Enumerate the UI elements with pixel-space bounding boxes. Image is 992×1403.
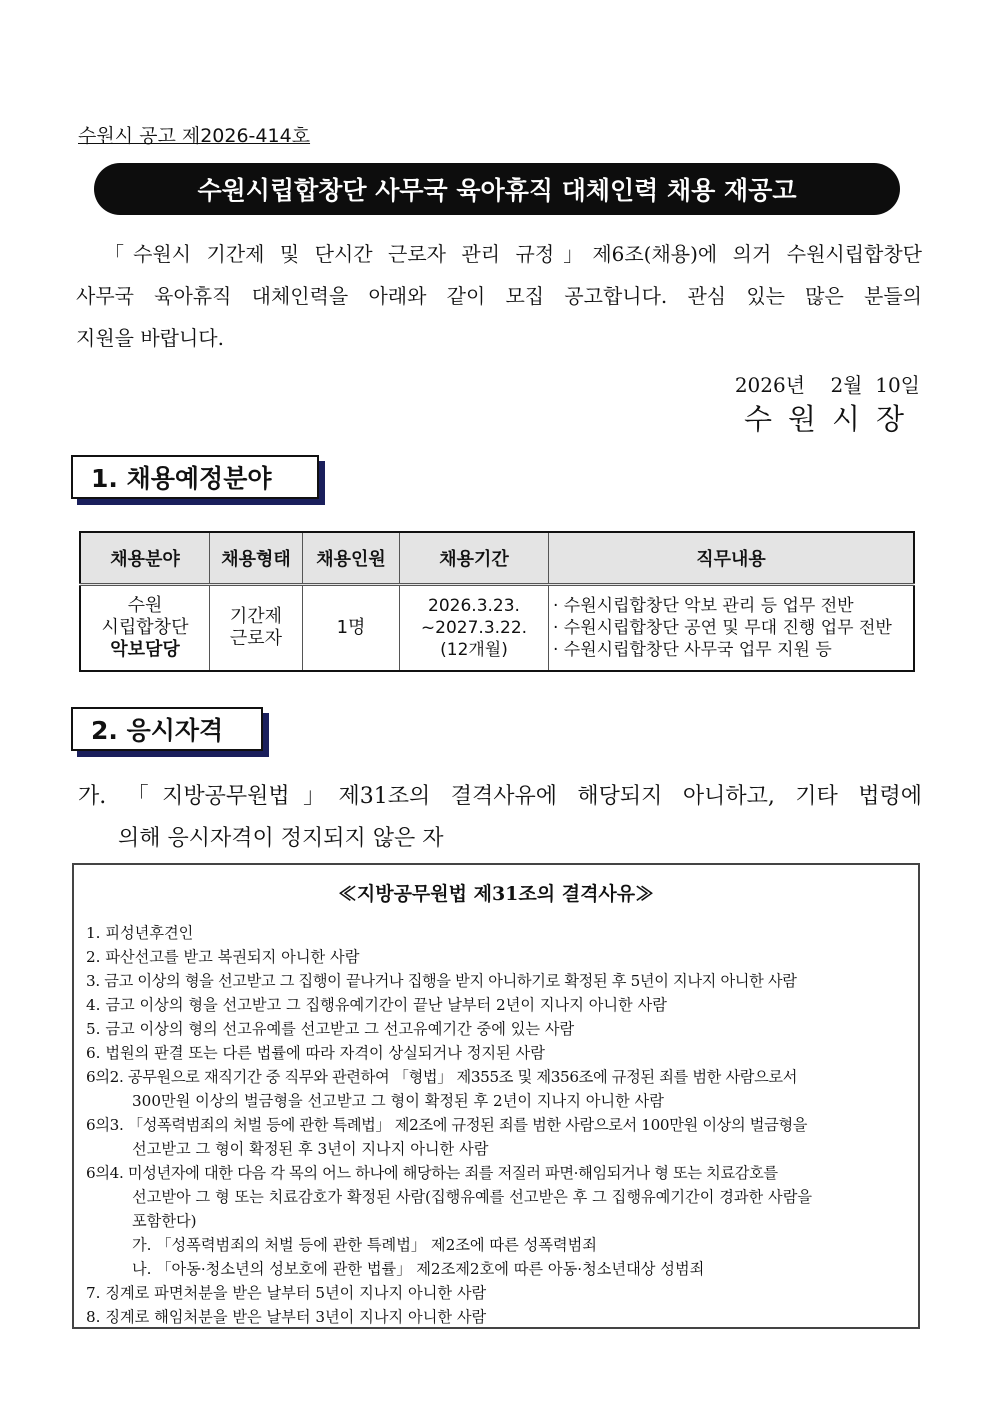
notice-number: 수원시 공고 제2026-414호 (78, 125, 311, 147)
period-line: (12개월) (440, 640, 508, 660)
duty-item: · 수원시립합창단 악보 관리 등 업무 전반 (553, 596, 854, 616)
list-item: 3. 금고 이상의 형을 선고받고 그 집행이 끝나거나 집행을 받지 아니하기로 확정된 후 5년이 지나지 아니한 사람 (86, 972, 797, 990)
disqualification-heading: ≪지방공무원법 제31조의 결격사유≫ (337, 883, 655, 905)
type-line: 기간제 (229, 606, 283, 627)
section-heading-qualification: 2. 응시자격 (71, 707, 263, 751)
qualification-item (78, 776, 922, 860)
issuer-name: 수원시장 (743, 402, 920, 436)
list-subitem (86, 1257, 914, 1281)
list-item-continuation: 선고받아 그 형 또는 치료감호가 확정된 사람(집행유예를 선고받은 후 그 집행유예기간이 경과한 사람을 (132, 1188, 813, 1206)
table-header-cell: 채용기간 (400, 532, 549, 585)
count-cell: 1명 (303, 585, 400, 672)
table-header-cell: 채용인원 (303, 532, 400, 585)
section-heading-recruitment: 1. 채용예정분야 (71, 455, 319, 499)
list-item: 5. 금고 이상의 형의 선고유예를 선고받고 그 선고유예기간 중에 있는 사람 (86, 1020, 575, 1038)
list-item-continuation: 선고받고 그 형이 확정된 후 3년이 지나지 아니한 사람 (132, 1140, 489, 1158)
intro-paragraph (76, 233, 922, 359)
list-item-text: 6의4. 미성년자에 대한 다음 각 목의 어느 하나에 해당하는 죄를 저질러 파면·해임되거나 형 또는 치료감호를 (86, 1164, 778, 1182)
disqualification-list (74, 921, 918, 1329)
duty-item: · 수원시립합창단 공연 및 무대 진행 업무 전반 (553, 618, 892, 638)
table-header-cell: 채용분야 (80, 532, 210, 585)
list-item: 1. 피성년후견인 (86, 924, 194, 942)
list-subitem-text: 나. 「아동·청소년의 성보호에 관한 법률」 제2조제2호에 따른 아동·청소년대상 성범죄 (132, 1260, 705, 1278)
list-subitem-text: 가. 「성폭력범죄의 처벌 등에 관한 특례법」 제2조에 따른 성폭력범죄 (132, 1236, 597, 1254)
list-item (86, 1065, 914, 1113)
period-cell (400, 585, 549, 672)
disqualification-box (72, 863, 920, 1329)
intro-line: 「수원시 기간제 및 단시간 근로자 관리 규정」제6조(채용)에 의거 수원시립합창단 (104, 242, 922, 266)
page-title: 수원시립합창단 사무국 육아휴직 대체인력 채용 재공고 (94, 163, 900, 215)
field-line: 수원 (127, 595, 163, 616)
list-item: 7. 징계로 파면처분을 받은 날부터 5년이 지나지 아니한 사람 (86, 1284, 487, 1302)
intro-line: 사무국 육아휴직 대체인력을 아래와 같이 모집 공고합니다. 관심 있는 많은 분들의 (76, 284, 922, 308)
list-item: 6. 법원의 판결 또는 다른 법률에 따라 자격이 상실되거나 정지된 사람 (86, 1044, 545, 1062)
period-line: ~2027.3.22. (420, 618, 528, 638)
list-item-continuation: 포함한다) (132, 1212, 197, 1230)
duties-cell (549, 585, 915, 672)
field-cell (80, 585, 210, 672)
field-line-bold: 악보담당 (110, 639, 180, 660)
list-item (86, 1161, 914, 1233)
qualification-line: 의해 응시자격이 정지되지 않은 자 (118, 826, 444, 851)
duty-item: · 수원시립합창단 사무국 업무 지원 등 (553, 640, 832, 660)
list-subitem (86, 1233, 914, 1257)
list-item-text: 6의2. 공무원으로 재직기간 중 직무와 관련하여 「형법」 제355조 및 제356조에 규정된 죄를 범한 사람으로서 (86, 1068, 798, 1086)
period-line: 2026.3.23. (428, 596, 520, 616)
table-row (80, 585, 914, 672)
list-item: 8. 징계로 해임처분을 받은 날부터 3년이 지나지 아니한 사람 (86, 1308, 487, 1326)
notice-date: 2026년 2월 10일 (734, 373, 920, 397)
list-item (86, 1113, 914, 1161)
type-cell (210, 585, 303, 672)
table-header-cell: 직무내용 (549, 532, 915, 585)
list-item-text: 6의3. 「성폭력범죄의 처벌 등에 관한 특례법」 제2조에 규정된 죄를 범한 사람으로서 100만원 이상의 벌금형을 (86, 1116, 808, 1134)
qualification-line: 가. 「지방공무원법」제31조의 결격사유에 해당되지 아니하고, 기타 법령에 (78, 784, 922, 809)
table-header-row (80, 532, 914, 585)
recruitment-table (79, 531, 915, 672)
intro-line: 지원을 바랍니다. (76, 326, 224, 350)
list-item: 4. 금고 이상의 형을 선고받고 그 집행유예기간이 끝난 날부터 2년이 지나지 아니한 사람 (86, 996, 667, 1014)
field-line: 시립합창단 (101, 617, 189, 638)
list-item-continuation: 300만원 이상의 벌금형을 선고받고 그 형이 확정된 후 2년이 지나지 아니한 사람 (132, 1092, 664, 1110)
list-item: 2. 파산선고를 받고 복권되지 아니한 사람 (86, 948, 360, 966)
type-line: 근로자 (229, 628, 283, 649)
table-header-cell: 채용형태 (210, 532, 303, 585)
